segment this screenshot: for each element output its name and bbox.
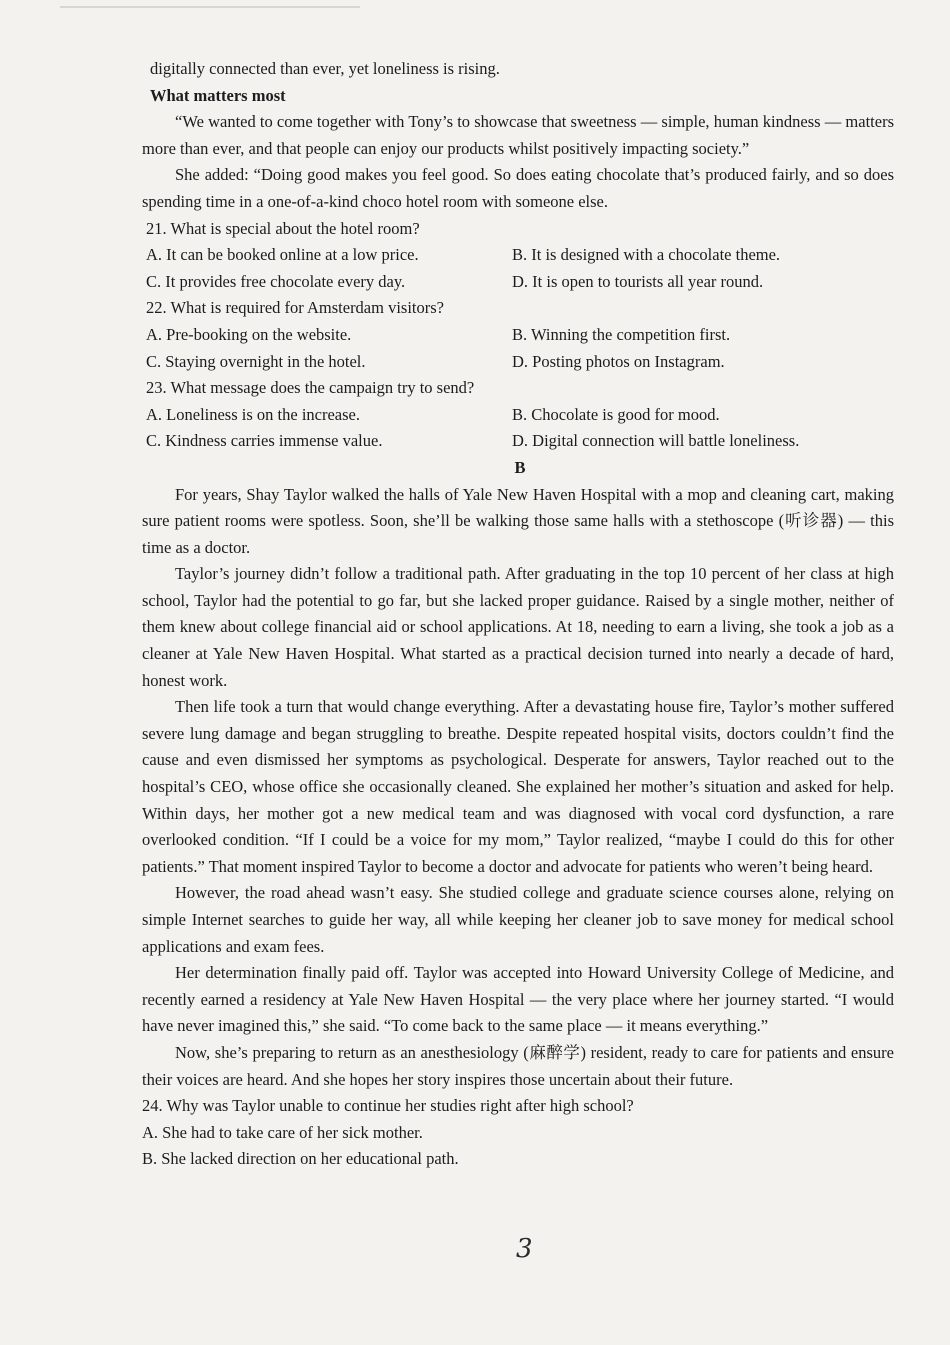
passage-b-paragraph: Now, she’s preparing to return as an anesthesiology (麻醉学) resident, ready to care for patients and ensure their voices are heard. And she hopes her story inspires those uncertain about their future. (142, 1042, 894, 1089)
passage-a-paragraph: “We wanted to come together with Tony’s to showcase that sweetness — simple, human kindness — matters more than ever, and that people can enjoy our products whilst positively impacting society.” (142, 112, 894, 158)
option-c: C. Kindness carries immense value. (146, 431, 383, 451)
section-b-label: B (514, 457, 526, 477)
option-a: A. It can be booked online at a low price. (146, 245, 419, 265)
option-b: B. She lacked direction on her educational path. (142, 1149, 459, 1169)
question-stem: 24. Why was Taylor unable to continue her studies right after high school? (142, 1096, 634, 1116)
option-c: C. Staying overnight in the hotel. (146, 351, 366, 371)
option-d: D. Posting photos on Instagram. (512, 351, 725, 371)
page-number: 3 (516, 1234, 533, 1264)
passage-b-paragraph: Then life took a turn that would change everything. After a devastating house fire, Taylor’s mother suffered severe lung damage and began struggling to breathe. Despite repeated hospital visits, doctors couldn’t find the cause and even dismissed her symptoms as psychological. Desperate for answers, Taylor reached out to the hospital’s CEO, whose office she occasionally cleaned. She explained her mother’s situation and asked for help. Within days, her mother got a new medical team and was diagnosed with vocal cord dysfunction, a rare overlooked condition. “If I could be a voice for my mom,” Taylor realized, “maybe I could do this for other patients.” That moment inspired Taylor to become a doctor and advocate for patients who weren’t being heard. (142, 697, 894, 876)
question-stem: 22. What is required for Amsterdam visitors? (146, 298, 445, 318)
option-d: D. It is open to tourists all year round. (512, 271, 764, 291)
passage-b-paragraph: However, the road ahead wasn’t easy. She studied college and graduate science courses alone, relying on simple Internet searches to guide her way, all while keeping her cleaner job to save money for medical school applications and exam fees. (142, 883, 894, 956)
option-b: B. Winning the competition first. (512, 324, 731, 344)
question-22 (142, 295, 894, 375)
option-a: A. She had to take care of her sick mother. (142, 1122, 423, 1142)
option-a: A. Loneliness is on the increase. (146, 404, 360, 424)
option-b: B. It is designed with a chocolate theme. (512, 245, 781, 265)
passage-a-continuation: digitally connected than ever, yet loneliness is rising. (150, 59, 500, 78)
passage-a-paragraph: She added: “Doing good makes you feel good. So does eating chocolate that’s produced fairly, and so does spending time in a one-of-a-kind choco hotel room with someone else. (142, 165, 894, 211)
option-grid (146, 242, 894, 295)
passage-b-paragraph: Her determination finally paid off. Taylor was accepted into Howard University College of Medicine, and recently earned a residency at Yale New Haven Hospital — the very place where her journey started. “I would have never imagined this,” she said. “To come back to the same place — it means everything.” (142, 963, 894, 1036)
passage-b-paragraph: For years, Shay Taylor walked the halls of Yale New Haven Hospital with a mop and cleaning cart, making sure patient rooms were spotless. Soon, she’ll be walking those same halls with a stethoscope (听诊器) — this time as a doctor. (142, 484, 894, 557)
passage-a-subheading: What matters most (150, 85, 286, 105)
exam-page (142, 56, 894, 1173)
option-grid (146, 322, 894, 375)
question-24 (142, 1093, 894, 1173)
option-c: C. It provides free chocolate every day. (146, 271, 406, 291)
question-23 (142, 375, 894, 455)
question-21 (142, 216, 894, 296)
question-stem: 23. What message does the campaign try to send? (146, 378, 475, 398)
option-grid (146, 402, 894, 455)
scan-edge-line (60, 6, 360, 8)
option-d: D. Digital connection will battle loneliness. (512, 431, 800, 451)
option-a: A. Pre-booking on the website. (146, 324, 352, 344)
question-stem: 21. What is special about the hotel room? (146, 218, 420, 238)
passage-b-paragraph: Taylor’s journey didn’t follow a traditional path. After graduating in the top 10 percent of her class at high school, Taylor had the potential to go far, but she lacked proper guidance. Raised by a single mother, neither of them knew about college financial aid or school applications. At 18, needing to earn a living, she took a job as a cleaner at Yale New Haven Hospital. What started as a practical decision turned into nearly a decade of hard, honest work. (142, 564, 894, 690)
option-b: B. Chocolate is good for mood. (512, 404, 720, 424)
